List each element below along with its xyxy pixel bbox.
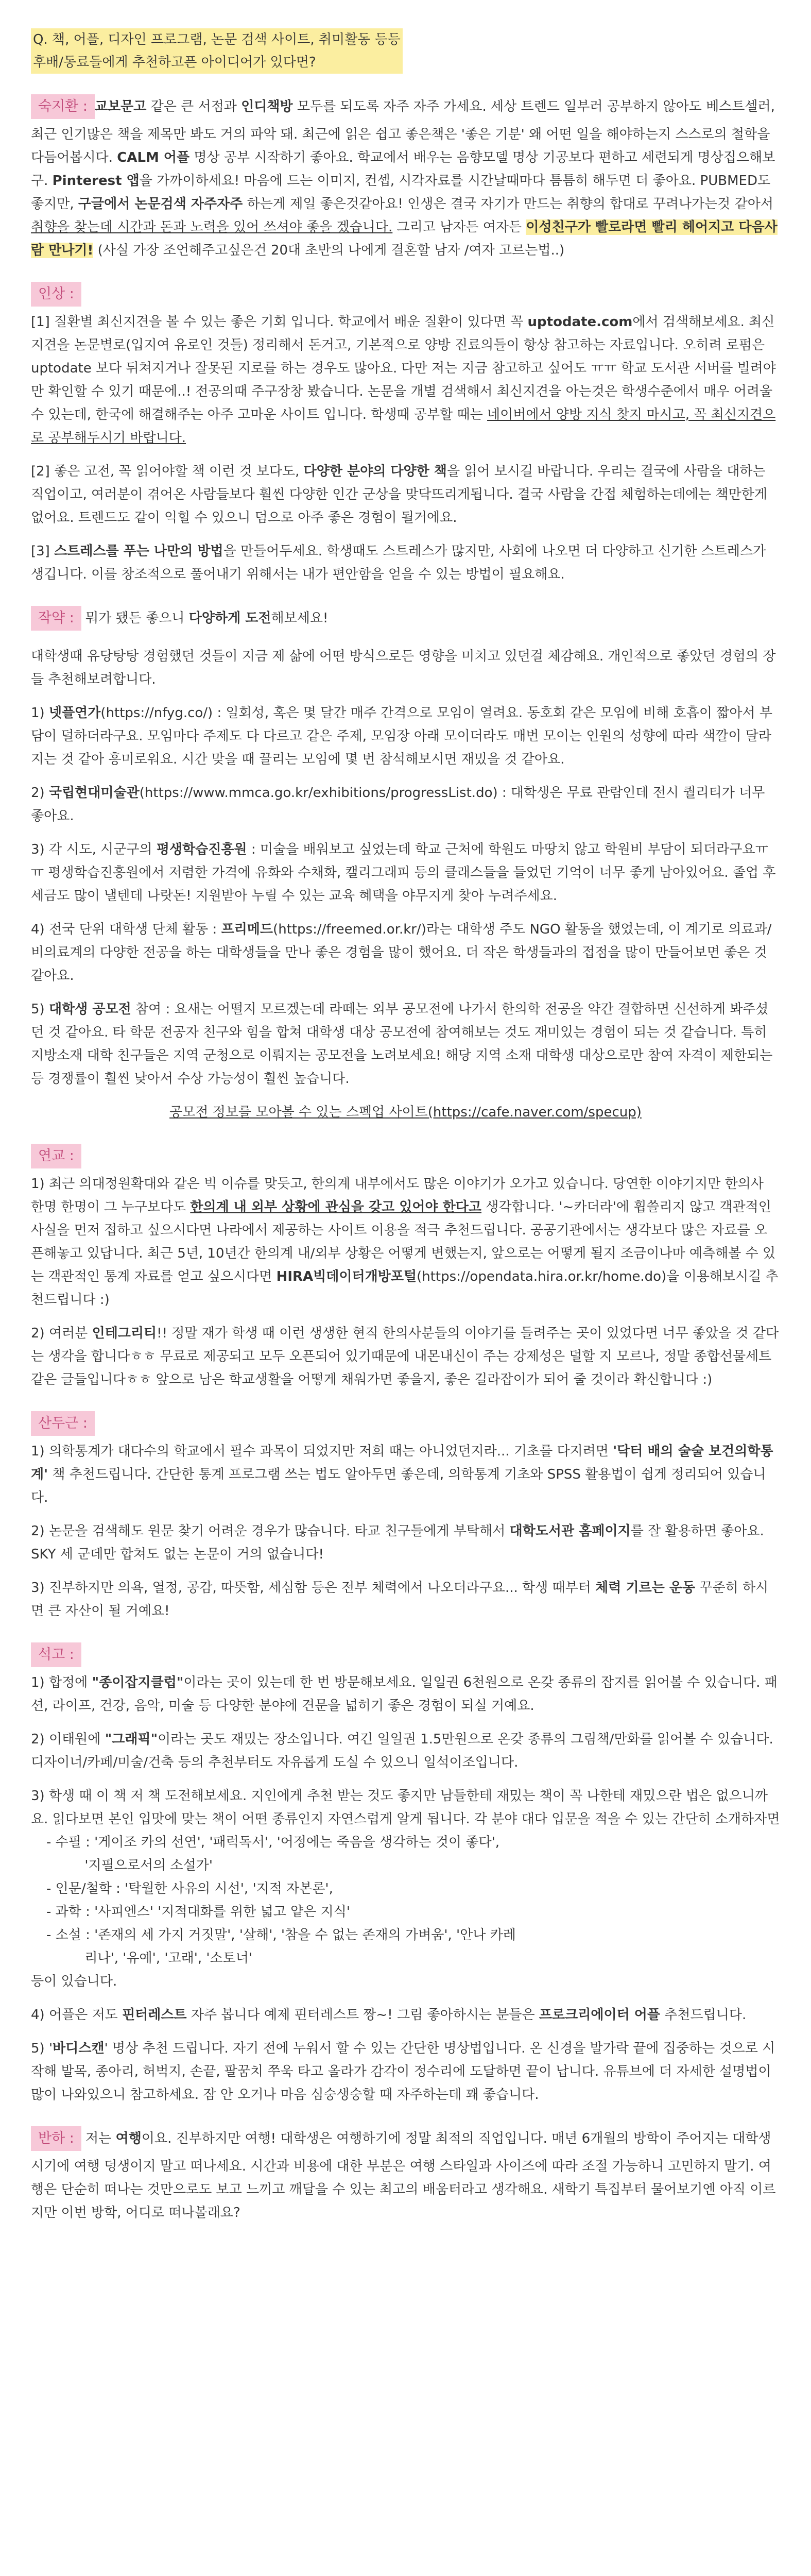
section-body — [31, 1173, 780, 1312]
list-item: - 인문/철학 : '탁월한 사유의 시선', '지적 자본론', — [46, 1881, 333, 1896]
section-body — [31, 702, 780, 771]
section-title: 작약 : — [31, 606, 81, 631]
text-underline: 한의계 내 외부 상황에 관심을 갖고 있어야 한다고 — [190, 1199, 482, 1215]
section-body — [31, 998, 780, 1091]
text: 하는게 제일 좋은것같아요! 인생은 결국 자기가 만드는 취향의 합대로 꾸려나가는것 같아서 — [243, 196, 774, 212]
text-bold: 핀터레스트 — [122, 2007, 187, 2023]
list-item: 리나', '유예', '고래', '소토너' — [46, 1951, 253, 1966]
specup-link[interactable]: 공모전 정보를 모아볼 수 있는 스펙업 사이트(https://cafe.naver.com/specup) — [169, 1105, 642, 1120]
text-bold: uptodate.com — [527, 314, 633, 330]
section-body: 대학생때 유당탕탕 경험했던 것들이 지금 제 삶에 어떤 방식으로든 영향을 미치고 있던걸 체감해요. 개인적으로 좋았던 경험의 장들 추천해보려합니다. — [31, 649, 776, 687]
text: 이라는 곳이 있는데 한 번 방문해보세요. 일일권 6천원으로 온갖 종류의 잡지를 읽어볼 수 있습니다. 패션, 라이프, 건강, 음악, 미술 등 다양한 분야에 견문을 넓히기 좋은 경험이 되실 거예요. — [31, 1675, 778, 1714]
section-title: 석고 : — [31, 1642, 81, 1667]
text-bold: 바디스캔 — [53, 2041, 105, 2056]
text-underline: 네이버에서 양방 지식 찾지 마시고, 꼭 최신지견으로 공부해두시기 바랍니다. — [31, 407, 776, 446]
text: 3) 각 시도, 시군구의 — [31, 842, 157, 857]
text: 참여 : 요새는 어떨지 모르겠는데 라떼는 외부 공모전에 나가서 한의학 전공을 약간 결합하면 신선하게 봐주셨던 것 같아요. 타 학문 전공자 친구와 힘을 합쳐 대학생 대상 공모전에 참여해보는 것도 재미있는 경험이 되는 것 같습니다. 특히 지방소재 대학 친구들은 지역 군청으로 이뤄지는 공모전을 노려보세요! 해당 지역 소재 대학생 대상으로만 참여 자격이 제한되는 등 경쟁률이 훨씬 낮아서 수상 가능성이 훨씬 높습니다. — [31, 1002, 773, 1087]
section-title: 반하 : — [31, 2126, 81, 2151]
text-bold: 국립현대미술관 — [48, 785, 140, 801]
section-body — [31, 2037, 780, 2107]
section-body — [31, 782, 780, 828]
text-bold: 스트레스를 푸는 나만의 방법 — [54, 544, 223, 559]
text: 에서 검색해보세요. 최신지견을 논문별로(입지여 유로인 것들) 정리해서 돈거고, 기본적으로 양방 진료의들이 항상 참고하는 자료입니다. 오히려 로펌은 uptodate 보다 뒤쳐지거나 잘못된 지로를 하는 경우도 많아요. 다만 저는 지금 참고하고 싶어도 ㅠㅠ 학교 도서관 서버를 빌려야만 확인할 수 있기 때문에..! 전공의때 주구장창 봤습니다. 논문을 개별 검색해서 최신지견을 아는것은 학생수준에서 매우 어려울 수 있는데, 한국에 해결해주는 아주 고마운 사이트 입니다. 학생때 공부할 때는 — [31, 314, 776, 422]
text: 이요. 진부하지만 여행! 대학생은 여행하기에 정말 최적의 직업입니다. 매년 6개월의 방학이 주어지는 대학생 시기에 여행 덩생이지 말고 떠나세요. 시간과 비용에 대한 부분은 여행 스타일과 사이즈에 따라 조절 가능하니 고민하지 말기. 여행은 단순히 떠나는 것만으로도 보고 느끼고 깨달을 수 있는 최고의 배움터라고 생각해요. 새학기 특집부터 물어보기엔 아직 이르지만 이번 방학, 어디로 떠나볼래요? — [31, 2131, 776, 2221]
text-bold: 평생학습진흥원 — [156, 842, 247, 857]
section-title: 산두근 : — [31, 1411, 95, 1436]
text: (사실 가장 조언해주고싶은건 20대 초반의 나에게 결혼할 남자 /여자 고르는법..) — [93, 243, 565, 258]
text-bold: "종이잡지클럽" — [92, 1675, 184, 1690]
text: ' 명상 추천 드립니다. 자기 전에 누워서 할 수 있는 간단한 명상법입니다. 온 신경을 발가락 끝에 집중하는 것으로 시작해 발목, 종아리, 허벅지, 손끝, 팔꿈치 쭈욱 타고 올라가 감각이 정수리에 도달하면 끝이 납니다. 유튜브에 더 자세한 설명법이 많이 나와있으니 참고하세요. 잠 안 오거나 마음 심숭생숭할 때 자주하는데 꽤 좋습니다. — [31, 2041, 775, 2103]
text: (https://opendata.hira.or.kr/home.do)을 이용해보시길 추천드립니다 :) — [31, 1269, 779, 1308]
section-title: 인상 : — [31, 282, 81, 307]
text: 5) ' — [31, 2041, 53, 2056]
section-title: 연교 : — [31, 1144, 81, 1168]
text: (https://www.mmca.go.kr/exhibitions/progressList.do) : 대학생은 무료 관람인데 전시 퀄리티가 너무 좋아요. — [31, 785, 765, 824]
text-bold: 교보문고 — [94, 99, 147, 114]
text-bold: CALM 어플 — [117, 150, 190, 165]
text: 생각합니다. '~카더라'에 휩쓸리지 않고 객관적인 사실을 먼저 접하고 싶으시다면 나라에서 제공하는 사이트 이용을 적극 추천드립니다. 공공기관에서는 생각보다 많은 자료를 오픈해놓고 있답니다. 최근 5년, 10년간 한의계 내/외부 상황은 어떻게 변했는지, 앞으로는 어떻게 될지 조금이나마 예측해볼 수 있는 객관적인 통계 자료를 얻고 싶으시다면 — [31, 1199, 776, 1284]
text: : 미술을 배워보고 싶었는데 학교 근처에 학원도 마땅치 않고 학원비 부담이 되더라구요ㅠㅠ 평생학습진흥원에서 저렴한 가격에 유화와 수채화, 캘리그래피 등의 클래스들을 들었던 기억이 너무 좋게 남아있어요. 졸업 후 세금도 많이 낼텐데 나랏돈! 지원받아 누릴 수 있는 교육 혜택을 야무지게 찾아 누려주세요. — [31, 842, 776, 904]
text: 해보세요! — [271, 611, 329, 626]
text-bold: 프로크리에이터 어플 — [539, 2007, 661, 2023]
text: 4) 전국 단위 대학생 단체 활동 : — [31, 922, 221, 937]
section-body — [31, 1520, 780, 1566]
text: [1] 질환별 최신지견을 볼 수 있는 좋은 기회 입니다. 학교에서 배운 질환이 있다면 꼭 — [31, 314, 528, 330]
text: 1) 합정에 — [31, 1675, 92, 1690]
text: 을 만들어두세요. 학생때도 스트레스가 많지만, 사회에 나오면 더 다양하고 신기한 스트레스가 생깁니다. 이를 창조적으로 풀어내기 위해서는 내가 편안함을 얻을 수 있는 방법이 필요해요. — [31, 544, 766, 582]
text: 5) — [31, 1002, 49, 1017]
text: 2) 논문을 검색해도 원문 찾기 어려운 경우가 많습니다. 타교 친구들에게 부탁해서 — [31, 1523, 510, 1539]
text-bold: 다양한 분야의 다양한 책 — [303, 464, 447, 479]
text-bold: 인테그리티 — [92, 1326, 157, 1341]
section-body — [31, 1577, 780, 1623]
text: 꾸준히 하시면 큰 자산이 될 거예요! — [31, 1580, 769, 1619]
section-title: 숙지환 : — [31, 94, 95, 119]
section-body — [31, 460, 780, 530]
text: (https://freemed.or.kr/)라는 대학생 주도 NGO 활동을 했었는데, 이 계기로 의료과/비의료계의 다양한 전공을 하는 대학생들을 만나 좋은 경험을 많이 했어요. 더 작은 학생들과의 접점을 많이 만들어보면 좋은 것 같아요. — [31, 922, 772, 984]
text-bold: 대학생 공모전 — [48, 1002, 131, 1017]
text: 를 잘 활용하면 좋아요. SKY 세 군데만 합쳐도 없는 논문이 거의 없습니다! — [31, 1523, 764, 1562]
section-body: 3) 학생 때 이 책 저 책 도전해보세요. 지인에게 추천 받는 것도 좋지만 남들한테 재밌는 책이 꼭 나한테 재밌으란 법은 없으니까요. 읽다보면 본인 입맛에 맞는 책이 어떤 종류인지 자연스럽게 알게 됩니다. 각 분야 대다 입문을 적을 수 있는 간단히 소개하자면 — [31, 1788, 780, 1827]
text: (https://nfyg.co/) : 일회성, 혹은 몇 달간 매주 간격으로 모임이 열려요. 동호회 같은 모임에 비해 호흡이 짧아서 부담이 덜하더라구요. 모임마다 주제도 다 다르고 같은 주제, 모임장 아래 모이더라도 매번 모이는 인원의 성향에 따라 색깔이 달라지는 것 같아 흥미로워요. 시간 맞을 때 끌리는 모임에 몇 번 참석해보시면 재밌을 것 같아요. — [31, 705, 773, 767]
text: [2] 좋은 고전, 꼭 읽어야할 책 이런 것 보다도, — [31, 464, 304, 479]
text: 을 읽어 보시길 바랍니다. 우리는 결국에 사람을 대하는 직업이고, 여러분이 겪어온 사람들보다 훨씬 다양한 인간 군상을 맞닥뜨리게됩니다. 결국 사람을 간접 체험하는데에는 책만한게 없어요. 트렌드도 같이 익힐 수 있으니 덤으로 아주 좋은 경험이 될거에요. — [31, 464, 768, 526]
text: 2) — [31, 785, 49, 801]
text: 그리고 남자든 여자든 — [392, 219, 526, 235]
text-bold: 대학도서관 홈페이지 — [509, 1523, 631, 1539]
section-body — [31, 1671, 780, 1718]
section-body — [31, 540, 780, 586]
text-bold: 여행 — [115, 2131, 142, 2146]
text: 2) 여러분 — [31, 1326, 92, 1341]
text: 4) 어플은 저도 — [31, 2007, 123, 2023]
text-bold: 구글에서 논문검색 자주자주 — [78, 196, 243, 212]
section-body — [31, 838, 780, 908]
text: 1) — [31, 705, 49, 721]
text: 뭐가 됐든 좋으니 — [81, 611, 189, 626]
question-line-2: 후배/동료들에게 추천하고픈 아이디어가 있다면? — [33, 55, 316, 70]
section-jagyak — [31, 606, 780, 1124]
text-highlight: 이성친구가 빨로라면 빨리 헤어지고 다음사람 만나기! — [31, 219, 778, 258]
section-body — [31, 1440, 780, 1510]
text-bold: 체력 기르는 운동 — [595, 1580, 696, 1596]
text-bold: HIRA빅데이터개방포털 — [276, 1269, 417, 1284]
text: 같은 큰 서점과 — [146, 99, 241, 114]
text: 3) 진부하지만 의욕, 열정, 공감, 따뜻함, 세심함 등은 전부 체력에서 나오더라구요... 학생 때부터 — [31, 1580, 596, 1596]
text: 추천드립니다. — [660, 2007, 747, 2023]
list-item: - 수필 : '게이조 카의 선연', '패럭독서', '어정에는 죽음을 생각하는 것이 좋다', — [46, 1835, 499, 1850]
text: 이라는 곳도 재밌는 장소입니다. 여긴 일일권 1.5만원으로 온갖 종류의 그림책/만화를 읽어볼 수 있습니다. 디자이너/카페/미술/건축 등의 추천부터도 자유롭게 도실 수 있으니 일석이조입니다. — [31, 1732, 773, 1770]
text-bold: 다양하게 도전 — [188, 611, 271, 626]
text: 책 추천드립니다. 간단한 통계 프로그램 쓰는 법도 알아두면 좋은데, 의학통계 기초와 SPSS 활용법이 쉽게 정리되어 있습니다. — [31, 1467, 766, 1505]
section-yeongyo — [31, 1144, 780, 1392]
section-sandugeun — [31, 1411, 780, 1623]
section-body — [31, 99, 778, 258]
text-underline: 취향을 찾는데 시간과 돈과 노력을 있어 쓰셔야 좋을 겠습니다. — [31, 219, 393, 235]
section-body — [31, 2131, 776, 2221]
text: 을 가까이하세요! 마음에 드는 이미지, 컨셉, 시각자료를 시간날때마다 틈틈히 해두면 더 좋아요. PUBMED도 좋지만, — [31, 173, 771, 212]
list-item: '지필으로서의 소설가' — [46, 1858, 213, 1873]
text-bold: 인디책방 — [241, 99, 293, 114]
section-body — [31, 2004, 780, 2027]
text: !! 정말 재가 학생 때 이런 생생한 현직 한의사분들의 이야기를 들려주는 곳이 있었다면 너무 좋았을 것 같다는 생각을 합니다ㅎㅎ 무료로 제공되고 모두 오픈되어 있기때문에 내몬내신이 주는 강제성은 덜할 지 모르나, 정말 종합선물세트 같은 글들입니다ㅎㅎ 앞으로 남은 학교생활을 어떻게 채워가면 좋을지, 좋은 길라잡이가 되어 줄 것이라 확신합니다 :) — [31, 1326, 779, 1387]
list-item: - 소설 : '존재의 세 가지 거짓말', '살해', '참을 수 없는 존재의 가벼움', '안나 카레 — [46, 1927, 516, 1943]
text: 1) 의학통계가 대다수의 학교에서 필수 과목이 되었지만 저희 때는 아니었던지라... 기초를 다지려면 — [31, 1444, 613, 1459]
section-body — [31, 1728, 780, 1774]
text: 자주 봅니다 예제 핀터레스트 짱~! 그림 좋아하시는 분들은 — [186, 2007, 539, 2023]
section-body — [31, 311, 780, 450]
text: 2) 이태원에 — [31, 1732, 105, 1747]
text-bold: Pinterest 앱 — [52, 173, 140, 189]
question-box — [31, 28, 403, 74]
text: 명상 공부 시작하기 좋아요. 학교에서 배우는 음향모델 명상 기공보다 편하고 세련되게 명상집으해보구. — [31, 150, 775, 189]
section-banha — [31, 2126, 780, 2225]
section-body — [31, 918, 780, 988]
section-sukjihwan — [31, 94, 780, 262]
text-bold: 넷플연가 — [48, 705, 101, 721]
section-insang — [31, 282, 780, 586]
list-item: - 과학 : '사피엔스' '지적대화를 위한 넓고 얕은 지식' — [46, 1904, 351, 1920]
text: 저는 — [81, 2131, 116, 2146]
section-body — [31, 1322, 780, 1392]
section-seokgo — [31, 1642, 780, 2107]
text: 모두를 되도록 자주 자주 가세요. 세상 트렌드 일부러 공부하지 않아도 베스트셀러, 최근 인기많은 책을 제목만 봐도 거의 파악 돼. 최근에 읽은 쉽고 좋은책은 '좋은 기분' 왜 어떤 일을 해야하는지 스스로의 철학을 다듬어봅시다. — [31, 99, 775, 165]
text-bold: 프리메드 — [221, 922, 273, 937]
book-list — [31, 1831, 780, 1970]
section-body: 등이 있습니다. — [31, 1974, 117, 1989]
text: 1) 최근 의대정원확대와 같은 빅 이슈를 맞듯고, 한의계 내부에서도 많은 이야기가 오가고 있습니다. 당연한 이야기지만 한의사 한명 한명이 그 누구보다도 — [31, 1176, 764, 1215]
text: [3] — [31, 544, 55, 559]
text-bold: '닥터 배의 술술 보건의학통계' — [31, 1444, 773, 1482]
text-bold: "그래픽" — [105, 1732, 158, 1747]
question-line-1: Q. 책, 어플, 디자인 프로그램, 논문 검색 사이트, 취미활동 등등 — [33, 32, 401, 47]
